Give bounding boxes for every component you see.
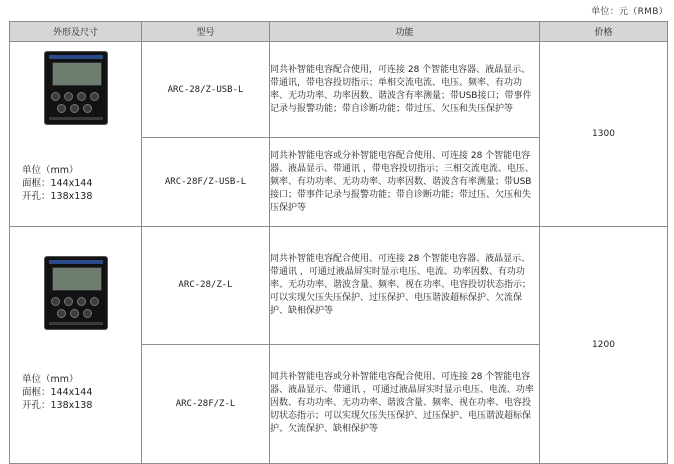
spec-panel: 面框：144x144 [22, 387, 93, 398]
model-cell: ARC-28/Z-L [142, 227, 270, 345]
controller-device-image [45, 52, 107, 124]
price-cell: 1300 [540, 42, 668, 227]
dimension-spec [22, 373, 92, 412]
function-cell: 同共补智能电容或分补智能电容配合使用、可连接 28 个智能电容器、液晶显示、带通讯 ，带电容投切指示；三相交流电流、电压、频率、有功功率、无功功率、功率因数、谐波含有率测量；带USB接口；带事件记录与报警功能；带自诊断功能；带过压、欠压和失压保护等 [270, 138, 540, 227]
spec-cutout: 开孔：138x138 [22, 400, 93, 411]
model-cell: ARC-28/Z-USB-L [142, 42, 270, 138]
table-row [10, 42, 668, 138]
function-cell: 同共补智能电容配合使用，可连接 28 个智能电容器、液晶显示、带通讯，带电容投切指示；单相交流电流、电压、频率、有功功率、无功功率、功率因数、谐波含有率测量；带USB接口；带事件记录与报警功能；带自诊断功能；带过压、欠压和失压保护等 [270, 42, 540, 138]
model-cell: ARC-28F/Z-USB-L [142, 138, 270, 227]
shape-cell [10, 42, 142, 227]
header-model: 型号 [142, 22, 270, 42]
function-cell: 同共补智能电容配合使用、可连接 28 个智能电容器、液晶显示、带通讯 ，可通过液晶屏实时显示电压、电流、功率因数、有功功率、无功功率、谐波含量、频率、视在功率、电容投切状态指示；可以实现欠压失压保护、过压保护、电压谐波超标保护、欠流保护、缺相保护等 [270, 227, 540, 345]
header-function: 功能 [270, 22, 540, 42]
table-header-row [10, 22, 668, 42]
price-cell: 1200 [540, 227, 668, 464]
header-shape: 外形及尺寸 [10, 22, 142, 42]
model-cell: ARC-28F/Z-L [142, 344, 270, 463]
spec-unit: 单位（mm） [22, 165, 79, 176]
shape-cell [10, 227, 142, 464]
spec-cutout: 开孔：138x138 [22, 191, 93, 202]
dimension-spec [22, 164, 92, 203]
header-price: 价格 [540, 22, 668, 42]
price-table [9, 21, 668, 464]
controller-device-image [45, 257, 107, 329]
currency-unit-note: 单位：元（RMB） [591, 7, 668, 17]
spec-panel: 面框：144x144 [22, 178, 93, 189]
table-row [10, 227, 668, 345]
spec-unit: 单位（mm） [22, 374, 79, 385]
function-cell: 同共补智能电容或分补智能电容配合使用、可连接 28 个智能电容器、液晶显示、带通讯 ，可通过液晶屏实时显示电压、电流、功率因数、有功功率、无功功率、谐波含量、频率、视在功率、电容投切状态指示；可以实现欠压失压保护、过压保护、电压谐波超标保护、欠流保护、缺相保护等 [270, 344, 540, 463]
